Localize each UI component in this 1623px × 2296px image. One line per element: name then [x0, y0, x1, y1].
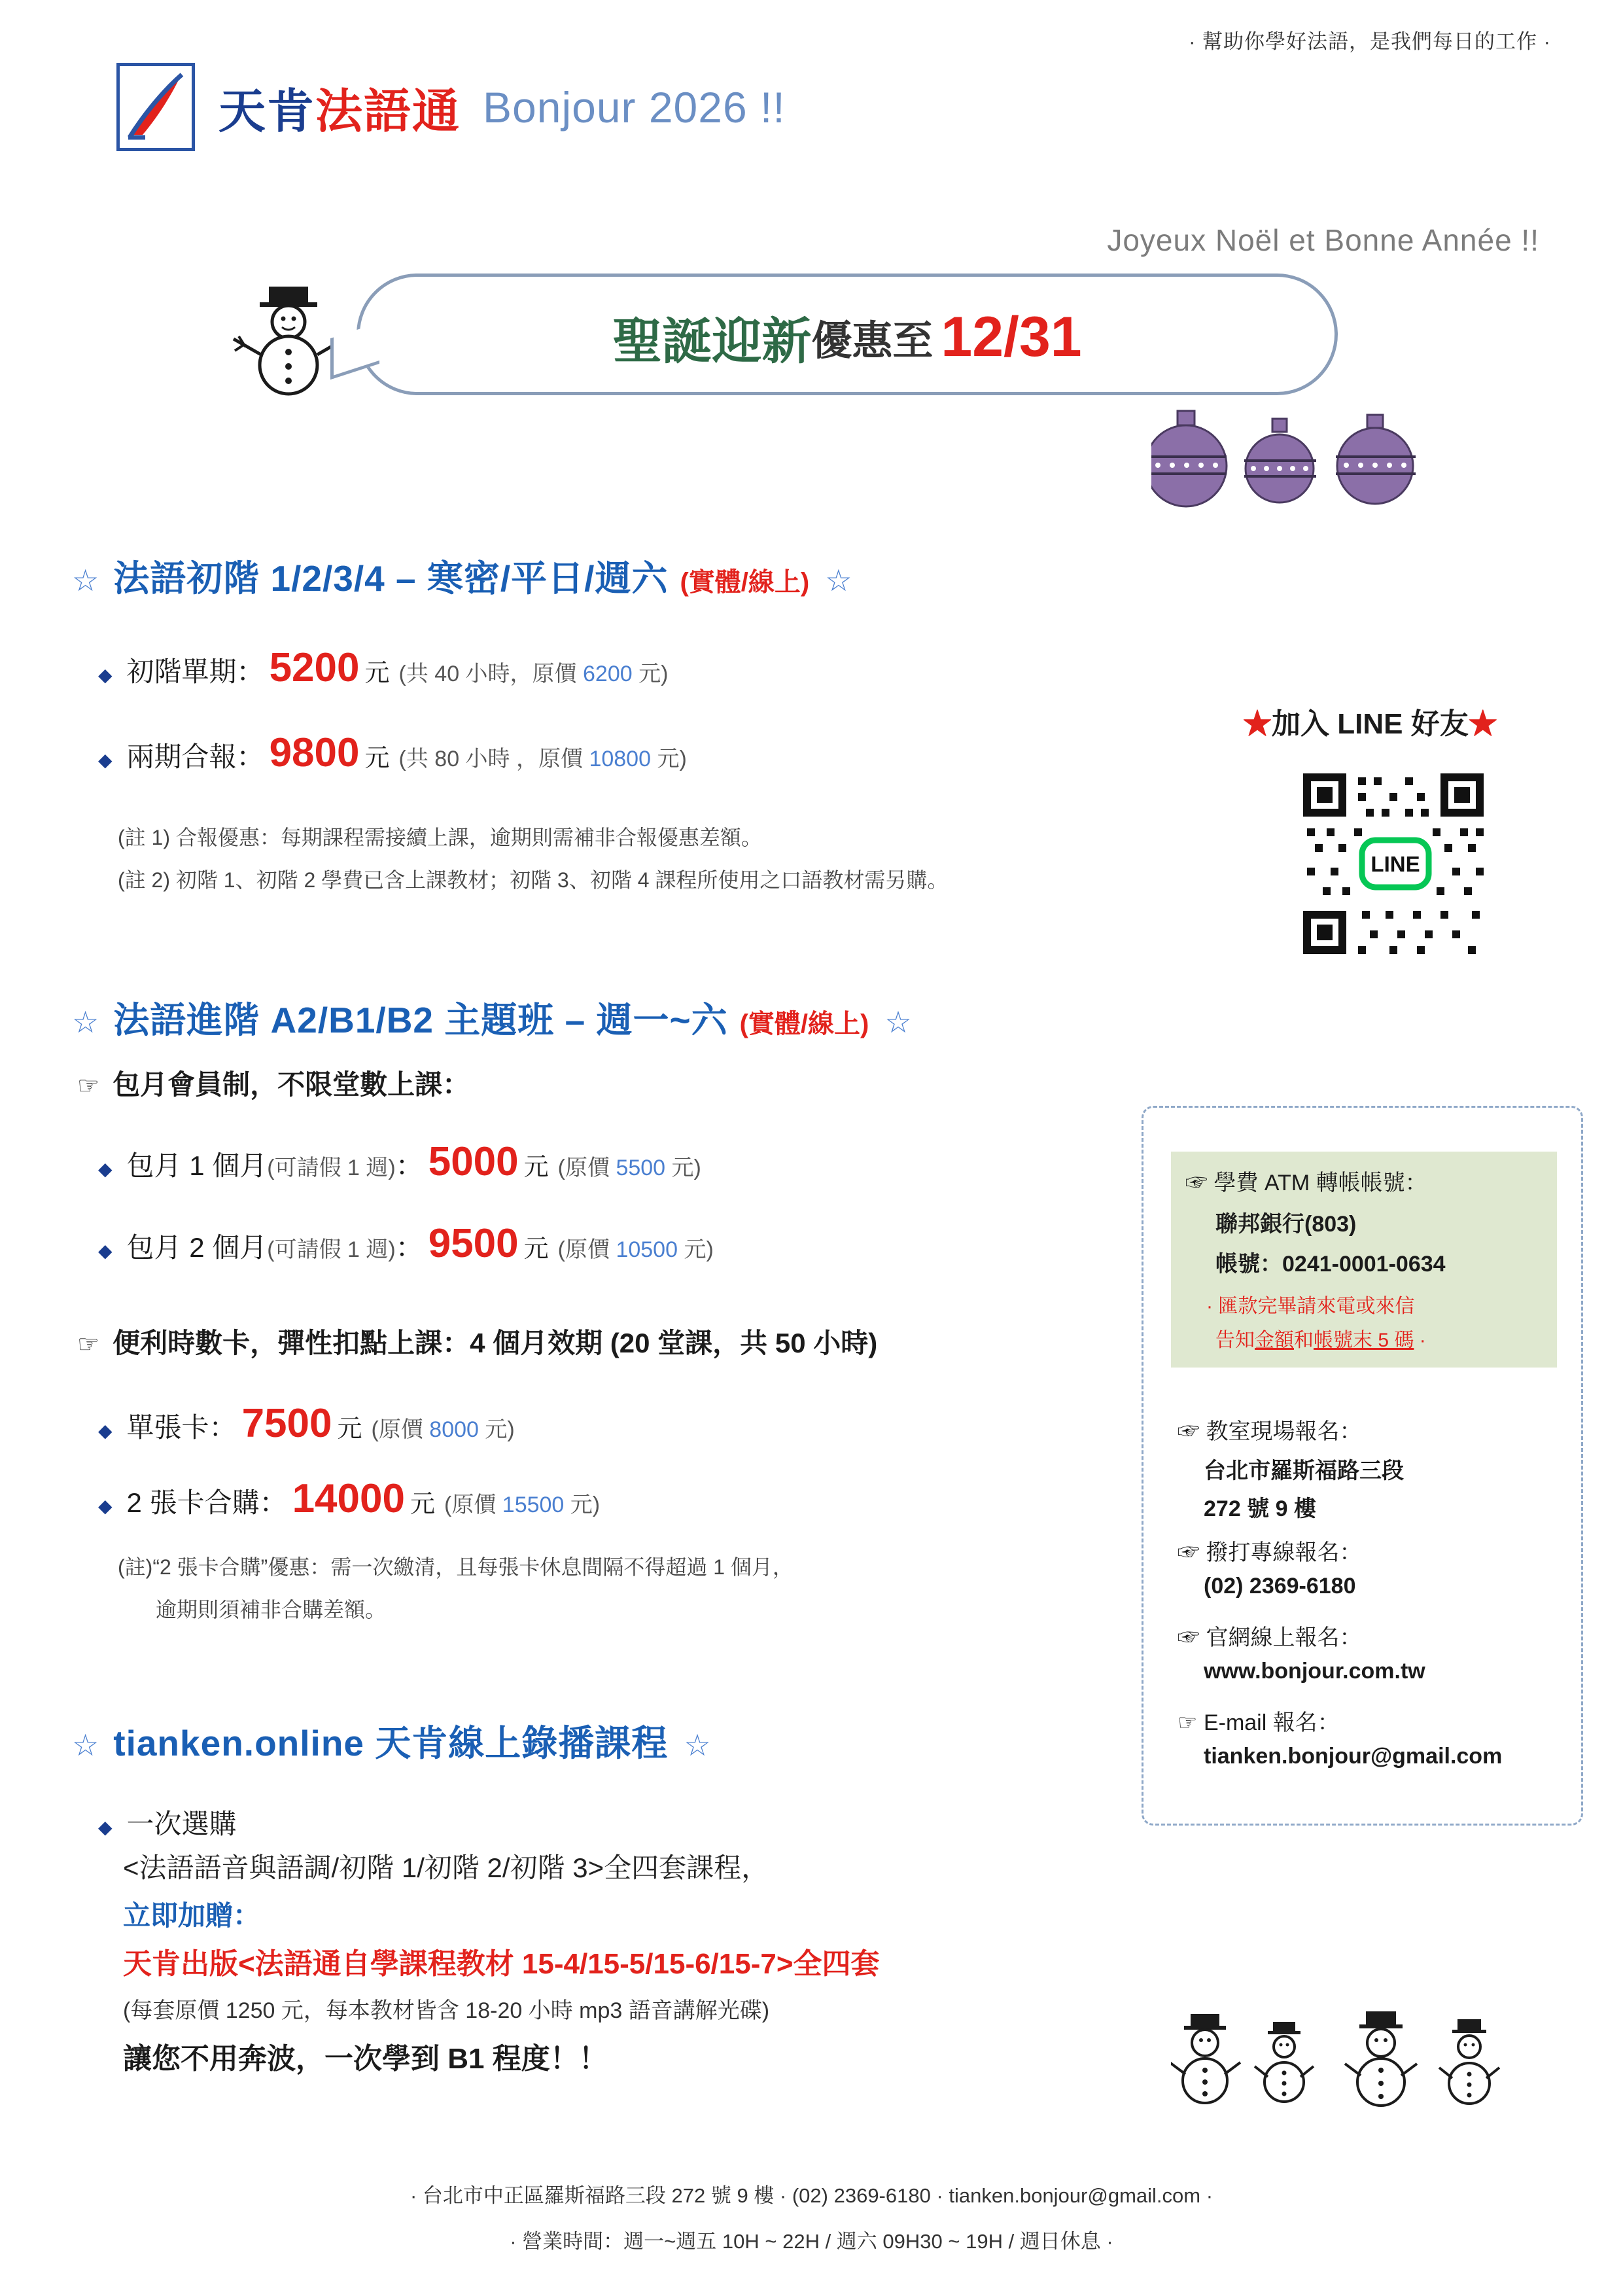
pointing-hand-icon: ☞: [77, 1072, 100, 1100]
greeting-french: Joyeux Noël et Bonne Année !!: [1107, 223, 1539, 257]
section2-note-2: 逾期則須補非合購差額。: [156, 1598, 387, 1621]
atm-bank: 聯邦銀行(803): [1215, 1212, 1357, 1237]
price-row-monthly-2: [98, 1220, 714, 1267]
price-original: (共 80 小時 ，原價 10800 元): [398, 747, 687, 771]
pointing-hand-icon: ☞: [1178, 1710, 1198, 1735]
price-row-card-double: [98, 1475, 600, 1522]
phone-number[interactable]: (02) 2369-6180: [1204, 1574, 1356, 1598]
price-original: (原價 5500 元): [557, 1156, 701, 1180]
footer-line-1: · 台北市中正區羅斯福路三段 272 號 9 樓 · (02) 2369-6180 · tianken.bonjour@gmail.com ·: [410, 2184, 1213, 2207]
price-unit: 元: [364, 660, 390, 687]
header-tagline: · 幫助你學好法語，是我們每日的工作 ·: [1189, 30, 1551, 53]
price-value: 7500: [241, 1401, 332, 1446]
diamond-bullet-icon: ◆: [98, 1421, 113, 1441]
atm-note-line2: 告知金額和帳號末 5 碼 ·: [1215, 1330, 1426, 1351]
onsite-register-label: 教室現場報名：: [1206, 1419, 1362, 1444]
line-friend-promo: ★加入 LINE 好友★: [1243, 708, 1497, 740]
promo-dark-text: 優惠至: [811, 318, 934, 364]
price-label: 2 張卡合購：: [126, 1487, 287, 1518]
pointing-hand-icon: ☞: [1178, 1625, 1200, 1650]
star-icon: ★: [1468, 708, 1497, 740]
email-address[interactable]: tianken.bonjour@gmail.com: [1204, 1744, 1503, 1769]
atm-title-row: [1185, 1165, 1543, 1197]
pointing-hand-icon: ☞: [77, 1331, 100, 1358]
star-icon: ☆: [884, 1005, 912, 1039]
price-row-card-single: [98, 1400, 515, 1447]
diamond-bullet-icon: ◆: [98, 1496, 113, 1516]
section2-title: 法語進階 A2/B1/B2 主題班 – 週一~六: [113, 1000, 728, 1040]
star-icon: ☆: [72, 1005, 99, 1039]
price-paren: (可請假 1 週): [267, 1237, 396, 1262]
price-original: (原價 8000 元): [371, 1417, 515, 1442]
pointing-hand-icon: ☞: [1178, 1419, 1200, 1444]
price-colon: ：: [395, 1232, 423, 1263]
section1-title: 法語初階 1/2/3/4 – 寒密/平日/週六: [113, 558, 669, 599]
onsite-address-line2: 272 號 9 樓: [1204, 1496, 1316, 1521]
online-tagline: 讓您不用奔波，一次學到 B1 程度！！: [123, 2043, 608, 2075]
section2-note-1: (註)“2 張卡合購”優惠：需一次繳清，且每張卡休息間隔不得超過 1 個月，: [118, 1555, 794, 1579]
star-icon: ☆: [684, 1728, 711, 1762]
star-icon: ☆: [825, 563, 852, 597]
online-bonus-materials: 天肯出版<法語通自學課程教材 15-4/15-5/15-6/15-7>全四套: [123, 1948, 880, 1980]
onsite-register-row: [1178, 1413, 1361, 1445]
section1-note-2: (註 2) 初階 1、初階 2 學費已含上課教材；初階 3、初階 4 課程所使用之口語教材需另購。: [118, 868, 949, 892]
price-original: (原價 15500 元): [444, 1492, 601, 1517]
price-unit: 元: [410, 1491, 436, 1518]
section-advanced-heading: [72, 991, 912, 1043]
diamond-bullet-icon: ◆: [98, 665, 113, 685]
promo-deadline: 12/31: [941, 305, 1082, 368]
pointing-hand-icon: ☞: [1185, 1171, 1208, 1195]
price-value: 9500: [428, 1221, 519, 1266]
email-register-label: E-mail 報名：: [1203, 1710, 1340, 1735]
online-purchase-row: [98, 1803, 237, 1842]
section1-note-1: (註 1) 合報優惠：每期課程需接續上課，逾期則需補非合報優惠差額。: [118, 826, 762, 849]
snowman-group-icon: [1171, 2002, 1537, 2140]
online-course-list: <法語語音與語調/初階 1/初階 2/初階 3>全四套課程，: [123, 1852, 769, 1883]
price-label: 包月 1 個月: [126, 1150, 268, 1181]
price-row-beginner-single: [98, 645, 668, 691]
website-url[interactable]: www.bonjour.com.tw: [1204, 1659, 1425, 1684]
footer-line-2: · 營業時間：週一~週五 10H ~ 22H / 週六 09H30 ~ 19H / 週日休息 ·: [510, 2230, 1113, 2253]
brand-cn-part2: 法語通: [315, 85, 461, 138]
web-register-label: 官網線上報名：: [1206, 1625, 1362, 1650]
online-bonus-note: (每套原價 1250 元，每本教材皆含 18-20 小時 mp3 語音講解光碟): [123, 1998, 770, 2023]
price-unit: 元: [364, 745, 390, 772]
web-register-row: [1178, 1619, 1361, 1651]
section3-title: tianken.online 天肯線上錄播課程: [113, 1723, 669, 1763]
diamond-bullet-icon: ◆: [98, 1159, 113, 1179]
phone-register-label: 撥打專線報名：: [1206, 1540, 1362, 1565]
section-beginner-heading: [72, 550, 852, 601]
price-row-beginner-double: [98, 730, 687, 776]
price-value: 5000: [428, 1139, 519, 1184]
onsite-address-line1: 台北市羅斯福路三段: [1204, 1458, 1404, 1483]
hours-card-detail: 4 個月效期 (20 堂課，共 50 小時): [470, 1328, 878, 1358]
atm-transfer-box: [1171, 1152, 1557, 1368]
hours-card-label: 便利時數卡，彈性扣點上課：: [113, 1328, 470, 1358]
pointing-hand-icon: ☞: [1178, 1540, 1200, 1565]
line-qr-label: LINE: [1370, 852, 1420, 876]
phone-register-row: [1178, 1534, 1361, 1566]
star-icon: ★: [1243, 708, 1272, 740]
price-original: (共 40 小時，原價 6200 元): [398, 662, 669, 686]
price-unit: 元: [523, 1235, 549, 1263]
star-icon: ☆: [72, 563, 99, 597]
atm-note-line1: · 匯款完畢請來電或來信: [1206, 1296, 1415, 1317]
brand-logo: [116, 63, 786, 151]
monthly-member-label: 包月會員制，不限堂數上課：: [113, 1069, 470, 1100]
atm-title: 學費 ATM 轉帳帳號：: [1213, 1171, 1427, 1195]
price-unit: 元: [337, 1415, 362, 1443]
brand-name-cn: [218, 73, 461, 141]
quill-icon: [126, 72, 186, 140]
section1-note: (實體/線上): [680, 568, 810, 597]
online-bonus-label: 立即加贈：: [123, 1900, 261, 1931]
price-colon: ：: [395, 1150, 423, 1181]
price-label: 兩期合報：: [126, 741, 264, 772]
price-paren: (可請假 1 週): [267, 1156, 396, 1180]
brand-cn-part1: 天肯: [218, 85, 316, 138]
atm-note-last5: 帳號末 5 碼: [1314, 1330, 1414, 1351]
price-label: 單張卡：: [126, 1412, 237, 1443]
promo-green-text: 聖誕迎新: [612, 313, 812, 370]
price-unit: 元: [523, 1154, 549, 1181]
price-row-monthly-1: [98, 1139, 701, 1185]
diamond-bullet-icon: ◆: [98, 750, 113, 770]
price-value: 9800: [269, 730, 360, 775]
brand-name-en: Bonjour 2026 !!: [483, 82, 786, 132]
online-purchase-label: 一次選購: [126, 1809, 237, 1839]
christmas-ornaments-icon: [1151, 406, 1459, 523]
atm-account-number: 帳號：0241-0001-0634: [1215, 1252, 1446, 1277]
quill-logo-icon: [116, 63, 195, 151]
price-value: 5200: [269, 645, 360, 690]
email-register-row: [1178, 1704, 1340, 1737]
hours-card-heading: [77, 1322, 877, 1361]
star-icon: ☆: [72, 1728, 99, 1762]
section2-note: (實體/線上): [739, 1010, 869, 1038]
diamond-bullet-icon: ◆: [98, 1241, 113, 1261]
diamond-bullet-icon: ◆: [98, 1817, 113, 1837]
line-qr-code[interactable]: [1292, 766, 1495, 962]
price-original: (原價 10500 元): [557, 1237, 714, 1262]
price-label: 初階單期：: [126, 656, 264, 687]
price-label: 包月 2 個月: [126, 1232, 268, 1263]
price-value: 14000: [292, 1476, 405, 1521]
section-online-heading: [72, 1714, 711, 1766]
promo-text: [366, 288, 1328, 386]
atm-note-amount: 金額: [1255, 1330, 1294, 1351]
line-brand-text: LINE: [1337, 708, 1403, 740]
monthly-member-heading: [77, 1063, 470, 1103]
